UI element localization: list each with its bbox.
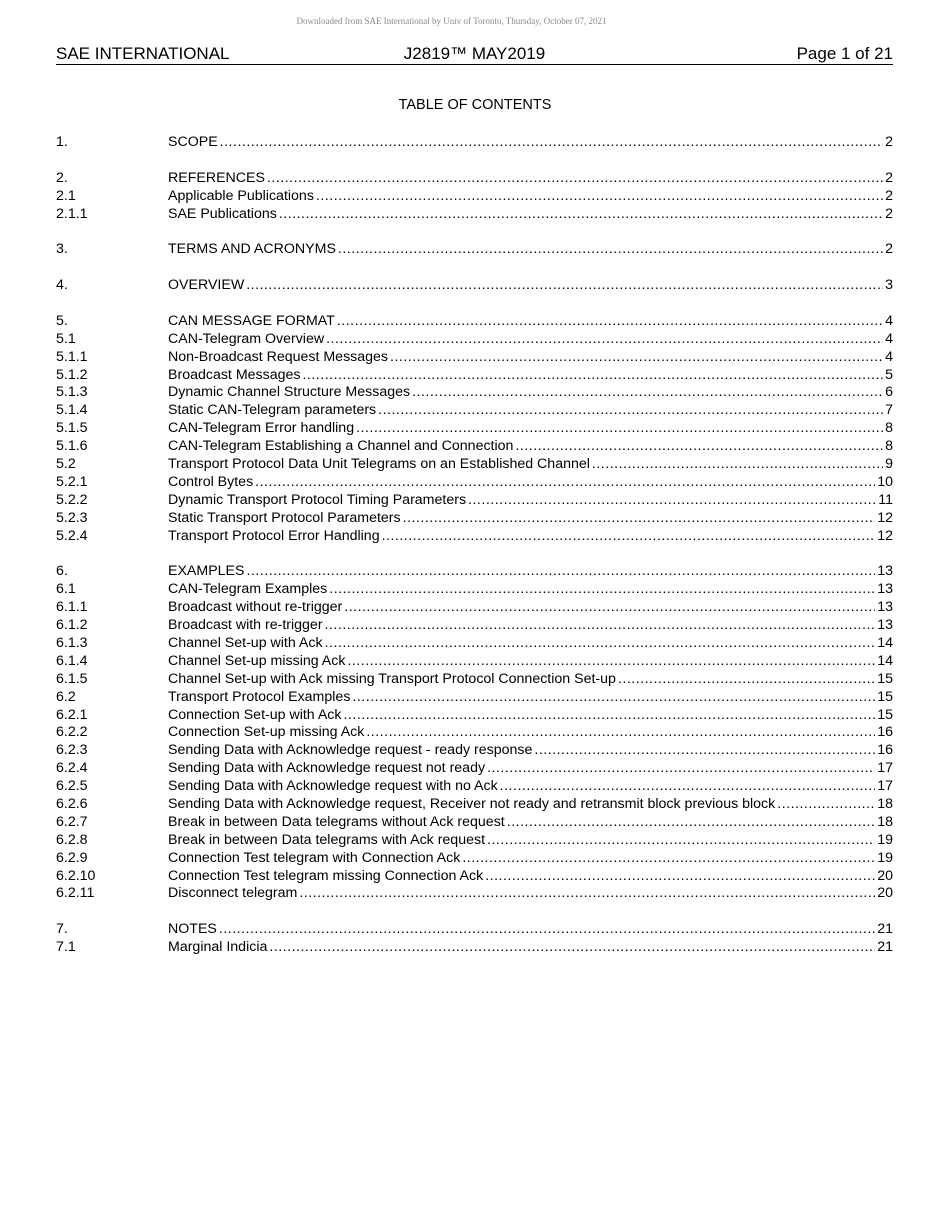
toc-entry-title[interactable]: Dynamic Channel Structure Messages [168,384,411,401]
document-id: J2819™ MAY2019 [403,44,546,63]
toc-entry-title[interactable]: TERMS AND ACRONYMS [168,241,336,258]
toc-entry-number: 2.1 [56,187,76,204]
toc-entry-title[interactable]: CAN-Telegram Establishing a Channel and Connection [168,438,514,455]
toc-entry[interactable] [56,313,893,331]
toc-dot-leader [329,581,875,599]
toc-entry-title[interactable]: Break in between Data telegrams with Ack request [168,831,486,848]
toc-dot-leader [777,796,875,814]
toc-entry-title[interactable]: Transport Protocol Error Handling [168,527,380,544]
toc-entry-line [168,635,893,653]
toc-entry[interactable] [56,796,893,814]
toc-entry-page: 21 [877,921,893,938]
toc-entry-number: 5.1.2 [56,366,88,383]
toc-entry-page: 18 [877,813,893,830]
table-of-contents [56,134,893,957]
toc-dot-leader [325,635,876,653]
toc-entry-title[interactable]: Static Transport Protocol Parameters [168,509,401,526]
toc-entry-number: 6.2 [56,688,76,705]
toc-entry-title[interactable]: Non-Broadcast Request Messages [168,348,389,365]
toc-entry-number: 5.2.2 [56,491,88,508]
toc-entry-title[interactable]: SCOPE [168,134,218,150]
toc-entry-number: 6.2.11 [56,885,95,902]
toc-dot-leader [390,349,883,367]
toc-entry-number: 5.2 [56,456,76,473]
toc-entry[interactable] [56,134,893,152]
toc-entry[interactable] [56,814,893,832]
toc-entry[interactable] [56,635,893,653]
toc-entry-title[interactable]: Sending Data with Acknowledge request with no Ack [168,778,498,795]
toc-entry-line [168,438,893,456]
toc-entry-line [168,760,893,778]
toc-entry-number: 6.1.5 [56,670,88,687]
toc-dot-leader [534,742,875,760]
toc-entry-number: 6. [56,563,68,580]
toc-dot-leader [299,885,875,903]
toc-dot-leader [344,707,876,725]
toc-dot-leader [338,241,883,259]
toc-dot-leader [347,653,875,671]
toc-entry-title[interactable]: NOTES [168,921,217,938]
toc-entry[interactable] [56,581,893,599]
toc-entry-line [168,492,893,510]
toc-entry-line [168,277,893,295]
toc-entry-title[interactable]: SAE Publications [168,205,277,222]
toc-entry-number: 5.2.3 [56,509,88,526]
toc-entry-line [168,724,893,742]
toc-entry-number: 5.1 [56,330,76,347]
toc-dot-leader [412,384,883,402]
toc-entry-page: 2 [885,187,893,204]
toc-entry[interactable] [56,921,893,939]
toc-entry-title[interactable]: CAN MESSAGE FORMAT [168,312,335,329]
toc-dot-leader [352,689,875,707]
toc-entry-line [168,384,893,402]
toc-entry-page: 13 [877,599,893,616]
toc-entry-page: 7 [885,402,893,419]
toc-entry-number: 6.1.2 [56,617,88,634]
toc-entry-title[interactable]: Control Bytes [168,473,254,490]
toc-entry-line [168,331,893,349]
toc-dot-leader [325,617,876,635]
toc-entry-title[interactable]: CAN-Telegram Examples [168,581,328,598]
toc-entry-line [168,868,893,886]
toc-entry-number: 5.2.1 [56,473,88,490]
toc-dot-leader [279,206,883,224]
toc-entry-number: 6.2.2 [56,724,88,741]
toc-entry-page: 16 [877,724,893,741]
toc-entry-number: 5.2.4 [56,527,88,544]
toc-entry-page: 13 [877,617,893,634]
toc-entry-title[interactable]: OVERVIEW [168,277,245,294]
toc-entry-title[interactable]: REFERENCES [168,169,265,186]
toc-entry-number: 4. [56,277,68,294]
toc-entry[interactable] [56,563,893,581]
toc-entry-number: 6.2.9 [56,849,88,866]
toc-dot-leader [326,331,883,349]
toc-dot-leader [468,492,876,510]
toc-entry[interactable] [56,653,893,671]
toc-entry[interactable] [56,277,893,295]
toc-entry[interactable] [56,188,893,206]
toc-entry-line [168,617,893,635]
toc-dot-leader [515,438,883,456]
toc-entry[interactable] [56,850,893,868]
toc-dot-leader [378,402,883,420]
toc-dot-leader [500,778,876,796]
toc-dot-leader [247,563,876,581]
toc-entry-number: 5.1.1 [56,348,88,365]
toc-entry[interactable] [56,742,893,760]
toc-entry-number: 6.2.3 [56,742,88,759]
toc-entry-page: 14 [877,652,893,669]
toc-entry[interactable] [56,456,893,474]
toc-entry-page: 16 [877,742,893,759]
toc-entry-line [168,689,893,707]
toc-entry[interactable] [56,707,893,725]
toc-entry-line [168,420,893,438]
toc-entry-line [168,707,893,725]
toc-entry-number: 5.1.3 [56,384,88,401]
toc-entry-number: 1. [56,134,68,150]
toc-entry-title[interactable]: Connection Set-up with Ack [168,706,342,723]
toc-entry[interactable] [56,241,893,259]
toc-entry-line [168,402,893,420]
toc-entry-page: 11 [878,491,893,508]
toc-entry-title[interactable]: Marginal Indicia [168,939,268,956]
toc-entry-line [168,599,893,617]
toc-entry-title[interactable]: Sending Data with Acknowledge request, Receiver not ready and retransmit block previous block [168,795,776,812]
toc-entry-line [168,367,893,385]
toc-entry[interactable] [56,420,893,438]
toc-title: TABLE OF CONTENTS [398,97,552,113]
toc-entry-page: 19 [877,831,893,848]
toc-entry-page: 2 [885,134,893,150]
toc-dot-leader [316,188,883,206]
toc-entry-line [168,778,893,796]
toc-entry-line [168,188,893,206]
toc-entry-line [168,313,893,331]
toc-entry[interactable] [56,832,893,850]
toc-entry-page: 6 [885,384,893,401]
toc-entry-title[interactable]: Broadcast with re-trigger [168,617,323,634]
toc-dot-leader [403,510,876,528]
toc-entry-title[interactable]: Broadcast Messages [168,366,301,383]
toc-dot-leader [366,724,875,742]
toc-entry-title[interactable]: Disconnect telegram [168,885,298,902]
toc-dot-leader [507,814,875,832]
toc-dot-leader [337,313,883,331]
toc-entry-title[interactable]: Sending Data with Acknowledge request - ready response [168,742,533,759]
toc-entry-line [168,671,893,689]
toc-entry[interactable] [56,617,893,635]
toc-entry-number: 2.1.1 [56,205,88,222]
toc-entry-page: 14 [877,634,893,651]
toc-entry-number: 7. [56,921,68,938]
toc-entry-page: 9 [885,456,893,473]
toc-entry-line [168,939,893,957]
toc-entry-title[interactable]: Sending Data with Acknowledge request not ready [168,760,486,777]
toc-entry-title[interactable]: CAN-Telegram Error handling [168,420,355,437]
toc-entry-title[interactable]: Broadcast without re-trigger [168,599,343,616]
toc-entry-title[interactable]: Transport Protocol Examples [168,688,351,705]
toc-dot-leader [302,367,883,385]
toc-entry-page: 15 [877,688,893,705]
toc-entry-page: 8 [885,438,893,455]
toc-entry-line [168,170,893,188]
toc-entry-title[interactable]: CAN-Telegram Overview [168,330,325,347]
toc-entry-number: 6.2.8 [56,831,88,848]
toc-entry-title[interactable]: Static CAN-Telegram parameters [168,402,377,419]
toc-dot-leader [485,868,875,886]
toc-dot-leader [382,528,876,546]
toc-entry-page: 18 [877,795,893,812]
toc-entry-line [168,921,893,939]
toc-entry-page: 2 [885,169,893,186]
toc-entry-number: 5.1.4 [56,402,88,419]
toc-entry-page: 17 [877,778,893,795]
toc-entry[interactable] [56,671,893,689]
toc-entry-number: 6.2.6 [56,795,88,812]
toc-entry-number: 5. [56,312,68,329]
toc-entry-page: 20 [877,867,893,884]
toc-entry-number: 6.1.3 [56,634,88,651]
toc-entry[interactable] [56,760,893,778]
toc-entry[interactable] [56,885,893,903]
toc-entry[interactable] [56,474,893,492]
toc-entry[interactable] [56,599,893,617]
toc-entry-title[interactable]: Break in between Data telegrams without Ack request [168,813,505,830]
toc-dot-leader [462,850,875,868]
toc-entry-line [168,134,893,152]
toc-entry-page: 8 [885,420,893,437]
toc-entry-title[interactable]: EXAMPLES [168,563,245,580]
toc-entry-line [168,474,893,492]
download-watermark: Downloaded from SAE International by Univ of Toronto, Thursday, October 07, 2021 [296,16,607,26]
toc-entry-line [168,206,893,224]
toc-entry-page: 20 [877,885,893,902]
toc-dot-leader [220,134,883,152]
toc-entry[interactable] [56,492,893,510]
toc-entry-page: 13 [877,581,893,598]
toc-entry-line [168,456,893,474]
toc-entry[interactable] [56,206,893,224]
toc-entry-number: 6.2.4 [56,760,88,777]
toc-entry[interactable] [56,510,893,528]
toc-entry-number: 3. [56,241,68,258]
page-header [56,44,893,65]
toc-entry-title[interactable]: Connection Test telegram missing Connection Ack [168,867,484,884]
toc-entry-number: 6.1.1 [56,599,88,616]
toc-entry[interactable] [56,331,893,349]
toc-entry-page: 3 [885,277,893,294]
toc-entry-line [168,241,893,259]
toc-entry-number: 2. [56,169,68,186]
toc-entry-line [168,814,893,832]
toc-entry-page: 2 [885,241,893,258]
toc-entry-line [168,528,893,546]
toc-entry-page: 10 [877,473,893,490]
toc-entry[interactable] [56,349,893,367]
toc-dot-leader [487,832,875,850]
toc-entry-page: 12 [877,509,893,526]
toc-entry[interactable] [56,384,893,402]
toc-entry-line [168,850,893,868]
toc-entry-number: 5.1.5 [56,420,88,437]
toc-entry[interactable] [56,939,893,957]
toc-dot-leader [269,939,875,957]
toc-entry-line [168,832,893,850]
toc-entry[interactable] [56,170,893,188]
toc-entry-page: 4 [885,312,893,329]
toc-entry-title[interactable]: Connection Set-up missing Ack [168,724,365,741]
toc-entry[interactable] [56,438,893,456]
toc-dot-leader [267,170,883,188]
toc-dot-leader [592,456,883,474]
toc-entry-title[interactable]: Channel Set-up with Ack missing Transport Protocol Connection Set-up [168,670,616,687]
toc-entry-page: 21 [877,939,893,956]
toc-entry-line [168,742,893,760]
toc-entry-number: 6.1 [56,581,76,598]
toc-dot-leader [255,474,875,492]
toc-entry-title[interactable]: Applicable Publications [168,187,314,204]
toc-entry-number: 6.2.7 [56,813,88,830]
toc-entry[interactable] [56,402,893,420]
toc-entry-page: 4 [885,348,893,365]
toc-entry-page: 15 [877,706,893,723]
toc-entry-line [168,885,893,903]
toc-dot-leader [356,420,883,438]
toc-entry-page: 17 [877,760,893,777]
toc-entry[interactable] [56,868,893,886]
toc-entry[interactable] [56,528,893,546]
toc-entry-title[interactable]: Connection Test telegram with Connection Ack [168,849,461,866]
toc-entry-title[interactable]: Channel Set-up with Ack [168,634,323,651]
toc-entry-number: 6.2.1 [56,706,88,723]
toc-entry[interactable] [56,689,893,707]
toc-entry-line [168,349,893,367]
toc-dot-leader [618,671,875,689]
toc-entry-line [168,653,893,671]
toc-entry-number: 7.1 [56,939,76,956]
toc-dot-leader [344,599,875,617]
organization-name: SAE INTERNATIONAL [56,44,230,63]
toc-dot-leader [219,921,875,939]
toc-entry-title[interactable]: Dynamic Transport Protocol Timing Parameters [168,491,467,508]
toc-entry-title[interactable]: Channel Set-up missing Ack [168,652,346,669]
toc-entry-line [168,581,893,599]
toc-entry-page: 4 [885,330,893,347]
toc-entry-page: 12 [877,527,893,544]
toc-entry-page: 2 [885,205,893,222]
toc-entry[interactable] [56,724,893,742]
page-number: Page 1 of 21 [796,44,893,63]
toc-entry-line [168,796,893,814]
toc-entry[interactable] [56,367,893,385]
toc-entry-number: 5.1.6 [56,438,88,455]
toc-entry-number: 6.1.4 [56,652,88,669]
toc-entry-number: 6.2.5 [56,778,88,795]
toc-entry-number: 6.2.10 [56,867,96,884]
toc-entry-line [168,510,893,528]
toc-entry-page: 5 [885,366,893,383]
toc-dot-leader [487,760,875,778]
toc-entry-page: 15 [877,670,893,687]
toc-entry-title[interactable]: Transport Protocol Data Unit Telegrams on an Established Channel [168,456,590,473]
toc-entry-page: 19 [877,849,893,866]
toc-entry-line [168,563,893,581]
toc-entry-page: 13 [877,563,893,580]
toc-entry[interactable] [56,778,893,796]
toc-dot-leader [246,277,883,295]
